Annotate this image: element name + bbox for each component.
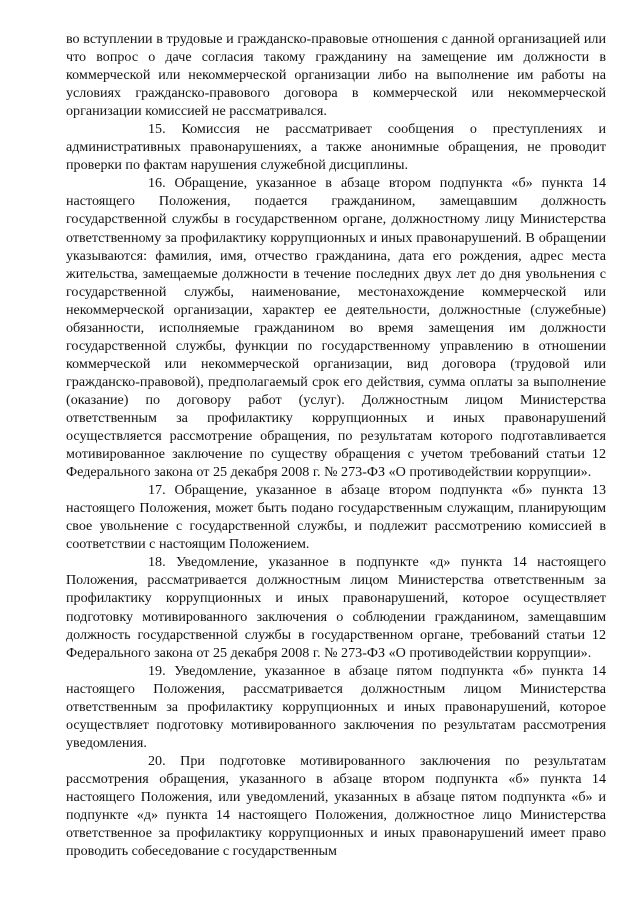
document-body — [66, 30, 606, 860]
paragraph-17: 17. Обращение, указанное в абзаце втором подпункта «б» пункта 13 настоящего Положения, может быть подано государственным служащим, планирующим свое увольнение с государственной службы, и подлежит рассмотрению комиссией в соответствии с настоящим Положением. — [66, 482, 606, 553]
paragraph-16: 16. Обращение, указанное в абзаце втором подпункта «б» пункта 14 настоящего Положения, подается гражданином, замещавшим должность государственной службы в государственном органе, должностному лицу Министерства ответственному за профилактику коррупционных и иных правонарушений. В обращении указываются: фамилия, имя, отчество гражданина, дата его рождения, адрес места жительства, замещаемые должности в течение последних двух лет до дня увольнения с государственной службы, наименование, местонахождение коммерческой или некоммерческой организации, характер ее деятельности, должностные (служебные) обязанности, исполняемые гражданином во время замещения им должности государственной службы, функции по государственному управлению в отношении коммерческой или некоммерческой организации, вид договора (трудовой или гражданско-правовой), предполагаемый срок его действия, сумма оплаты за выполнение (оказание) по договору работ (услуг). Должностным лицом Министерства ответственным за профилактику коррупционных и иных правонарушений осуществляется рассмотрение обращения, по результатам которого подготавливается мотивированное заключение по существу обращения с учетом требований статьи 12 Федерального закона от 25 декабря 2008 г. № 273-ФЗ «О противодействии коррупции». — [66, 175, 606, 481]
paragraph-18: 18. Уведомление, указанное в подпункте «д» пункта 14 настоящего Положения, рассматривается должностным лицом Министерства ответственным за профилактику коррупционных и иных правонарушений, которое осуществляет подготовку мотивированного заключения о соблюдении гражданином, замещавшим должность государственной службы в государственном органе, требований статьи 12 Федерального закона от 25 декабря 2008 г. № 273-ФЗ «О противодействии коррупции». — [66, 554, 606, 661]
paragraph-14-continuation: во вступлении в трудовые и гражданско-правовые отношения с данной организацией или что вопрос о даче согласия такому гражданину на замещение им должности в коммерческой или некоммерческой организации либо на выполнение им работы на условиях гражданско-правового договора в коммерческой или некоммерческой организации комиссией не рассматривался. — [66, 31, 606, 120]
paragraph-20-start: 20. При подготовке мотивированного заключения по результатам рассмотрения обращения, указанного в абзаце втором подпункта «б» пункта 14 настоящего Положения, или уведомлений, указанных в абзаце пятом подпункта «б» и подпункте «д» пункта 14 настоящего Положения, должностное лицо Министерства ответственное за профилактику коррупционных и иных правонарушений имеет право проводить собеседование с государственным — [66, 752, 606, 860]
paragraph-19: 19. Уведомление, указанное в абзаце пятом подпункта «б» пункта 14 настоящего Положения, рассматривается должностным лицом Министерства ответственным за профилактику коррупционных и иных правонарушений, которое осуществляет подготовку мотивированного заключения по результатам рассмотрения уведомления. — [66, 662, 606, 751]
paragraph-15: 15. Комиссия не рассматривает сообщения о преступлениях и административных правонарушениях, а также анонимные обращения, не проводит проверки по фактам нарушения служебной дисциплины. — [66, 121, 606, 174]
